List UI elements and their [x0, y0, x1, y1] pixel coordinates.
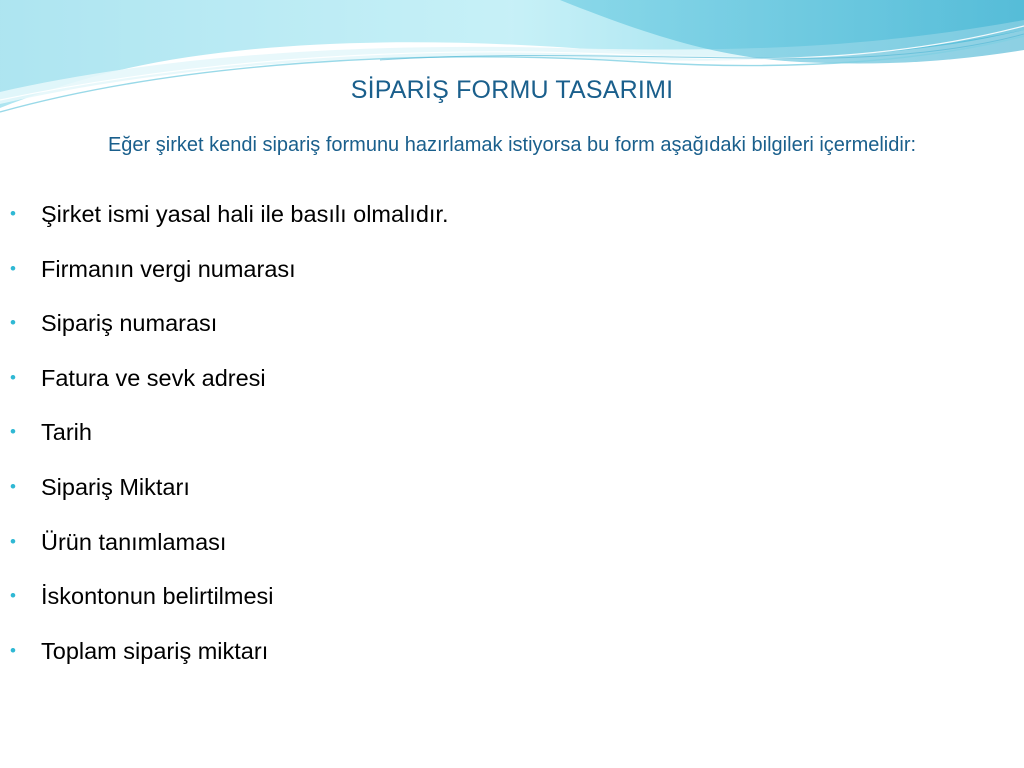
bullet-item — [0, 361, 1024, 416]
header-wave-decoration — [0, 0, 1024, 130]
bullet-text: Sipariş Miktarı — [41, 473, 190, 500]
bullet-item — [0, 634, 1024, 689]
bullet-item — [0, 579, 1024, 634]
bullet-item — [0, 252, 1024, 307]
bullet-text: İskontonun belirtilmesi — [41, 583, 274, 610]
bullet-dot-icon: • — [10, 640, 16, 660]
bullet-item — [0, 306, 1024, 361]
bullet-text: Sipariş numarası — [41, 310, 218, 337]
bullet-item — [0, 525, 1024, 580]
bullet-dot-icon: • — [10, 367, 16, 387]
slide-title: SİPARİŞ FORMU TASARIMI — [350, 76, 674, 104]
bullet-dot-icon: • — [10, 586, 16, 606]
bullet-dot-icon: • — [10, 258, 16, 278]
bullet-text: Şirket ismi yasal hali ile basılı olmalıdır. — [41, 201, 449, 227]
bullet-text: Fatura ve sevk adresi — [41, 364, 266, 391]
bullet-text: Tarih — [41, 419, 92, 446]
bullet-text: Firmanın vergi numarası — [41, 255, 296, 282]
bullet-dot-icon: • — [10, 531, 16, 551]
bullet-text: Toplam sipariş miktarı — [41, 637, 269, 664]
bullet-item — [0, 197, 1024, 252]
bullet-list — [0, 197, 1024, 688]
bullet-dot-icon: • — [10, 204, 16, 223]
bullet-item — [0, 415, 1024, 470]
bullet-text: Ürün tanımlaması — [41, 528, 227, 555]
bullet-item — [0, 470, 1024, 525]
slide-subtitle: Eğer şirket kendi sipariş formunu hazırlamak istiyorsa bu form aşağıdaki bilgileri içermelidir: — [107, 134, 917, 156]
bullet-dot-icon: • — [10, 422, 16, 442]
bullet-dot-icon: • — [10, 476, 16, 496]
bullet-dot-icon: • — [10, 313, 16, 333]
